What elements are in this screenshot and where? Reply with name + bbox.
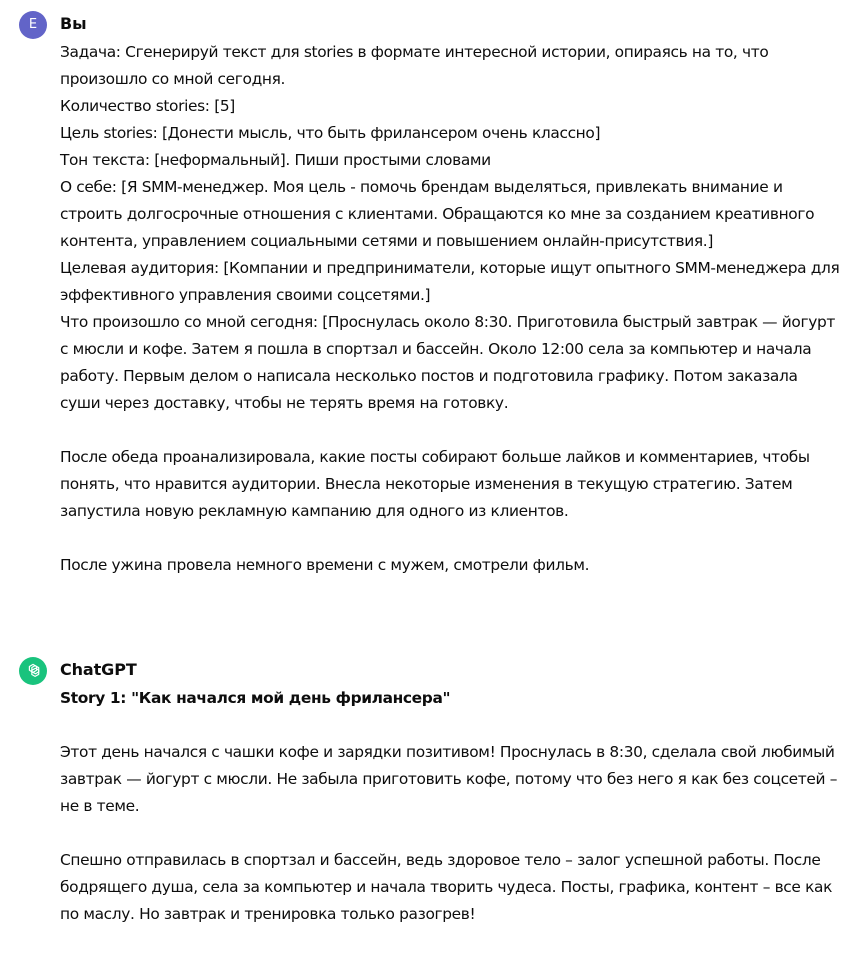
- openai-logo-icon: [19, 657, 47, 685]
- stories-goal-line: Цель stories: [Донести мысль, что быть фрилансером очень классно]: [60, 124, 601, 142]
- story-paragraph-2: Спешно отправилась в спортзал и бассейн, ведь здоровое тело – залог успешной работы. После бодрящего душа, села за компьютер и начала творить чудеса. Посты, графика, контент – все как по маслу. Но завтрак и тренировка только разогрев!: [60, 851, 833, 923]
- about-line: О себе: [Я SMM-менеджер. Моя цель - помочь брендам выделяться, привлекать внимание и строить долгосрочные отношения с клиентами. Обращаются ко мне за созданием креативного контента, управлением социальными сетями и повышением онлайн-присутствия.]: [60, 178, 815, 250]
- task-line: Задача: Сгенерируй текст для stories в формате интересной истории, опираясь на то, что произошло со мной сегодня.: [60, 43, 769, 88]
- audience-line: Целевая аудитория: [Компании и предприниматели, которые ищут опытного SMM-менеджера для эффективного управления своими соцсетями.]: [60, 259, 840, 304]
- stories-count-line: Количество stories: [5]: [60, 97, 235, 115]
- user-author-name: Вы: [60, 14, 87, 33]
- assistant-author-name: ChatGPT: [60, 660, 137, 679]
- story-paragraph-1: Этот день начался с чашки кофе и зарядки позитивом! Проснулась в 8:30, сделала свой любимый завтрак — йогурт с мюсли. Не забыла приготовить кофе, потому что без него я как без соцсетей – не в теме.: [60, 743, 838, 815]
- after-dinner-paragraph: После ужина провела немного времени с мужем, смотрели фильм.: [60, 556, 590, 574]
- tone-line: Тон текста: [неформальный]. Пиши простыми словами: [60, 151, 491, 169]
- after-lunch-paragraph: После обеда проанализировала, какие посты собирают больше лайков и комментариев, чтобы понять, что нравится аудитории. Внесла некоторые изменения в текущую стратегию. Затем запустила новую рекламную кампанию для одного из клиентов.: [60, 448, 810, 520]
- story-title: Story 1: "Как начался мой день фрилансера": [60, 689, 451, 707]
- today-line: Что произошло со мной сегодня: [Проснулась около 8:30. Приготовила быстрый завтрак — йогурт с мюсли и кофе. Затем я пошла в спортзал и бассейн. Около 12:00 села за компьютер и начала работу. Первым делом о написала несколько постов и подготовила графику. Потом заказала суши через доставку, чтобы не терять время на готовку.: [60, 313, 836, 412]
- user-message-text: [60, 39, 840, 579]
- assistant-message-text: [60, 685, 840, 928]
- user-avatar: E: [19, 11, 47, 39]
